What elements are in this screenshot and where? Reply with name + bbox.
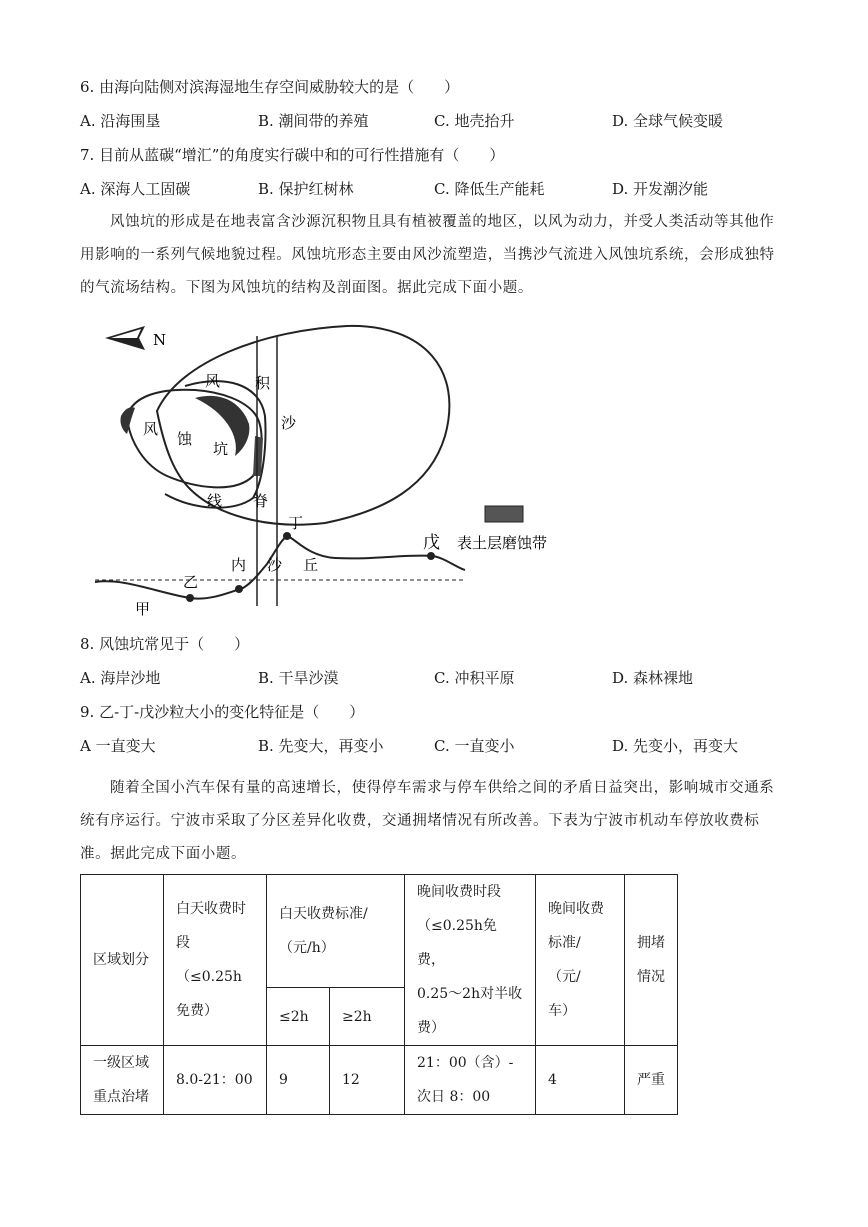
point-wu xyxy=(427,552,435,560)
cell-night-rate: 4 xyxy=(536,1046,625,1115)
erosion-patch xyxy=(120,407,135,434)
passage-parking xyxy=(80,772,785,871)
cell-ge2: 12 xyxy=(330,1046,405,1115)
point-jia xyxy=(186,594,194,602)
q7-option-a: A. 深海人工固碳 xyxy=(80,180,191,198)
q6-stem: 6. 由海向陆侧对滨海湿地生存空间威胁较大的是（ ） xyxy=(80,78,460,96)
passage-wind-erosion xyxy=(80,206,785,305)
q6-option-b: B. 潮间带的养殖 xyxy=(258,112,369,130)
q7-option-b: B. 保护红树林 xyxy=(258,180,354,198)
header-day-period: 白天收费时 段（≤0.25h 免费） xyxy=(164,875,267,1046)
q6-option-a: A. 沿海围垦 xyxy=(80,112,161,130)
q6-option-d: D. 全球气候变暖 xyxy=(612,112,724,130)
q8-option-c: C. 冲积平原 xyxy=(434,669,515,687)
q9-stem: 9. 乙-丁-戊沙粒大小的变化特征是（ ） xyxy=(80,703,365,721)
q7-option-d: D. 开发潮汐能 xyxy=(612,180,709,198)
deposition-outline xyxy=(157,326,449,525)
cell-night-period: 21：00（含）- 次日 8：00 xyxy=(405,1046,536,1115)
q8-option-b: B. 干旱沙漠 xyxy=(258,669,339,687)
point-yi xyxy=(235,585,243,593)
plan-label: 脊 xyxy=(253,492,269,510)
table-row xyxy=(81,1046,678,1115)
q9-option-a: A 一直变大 xyxy=(80,737,156,755)
blowout-diagram xyxy=(85,316,585,626)
point-ding xyxy=(283,532,291,540)
cell-le2: 9 xyxy=(267,1046,330,1115)
profile-label: 甲 xyxy=(135,600,151,618)
legend-swatch xyxy=(485,506,523,522)
q9-option-b: B. 先变大，再变小 xyxy=(258,737,384,755)
plan-label: 风 xyxy=(143,420,159,438)
passage-line: 随着全国小汽车保有量的高速增长，使得停车需求与停车供给之间的矛盾日益突出，影响城市交通系 xyxy=(110,780,775,796)
header-day-le2: ≤2h xyxy=(267,988,330,1046)
q9-option-c: C. 一直变小 xyxy=(434,737,515,755)
q8-stem: 8. 风蚀坑常见于（ ） xyxy=(80,635,250,653)
plan-label: 风 xyxy=(205,372,221,390)
profile-label: 沙 xyxy=(267,556,283,574)
q8-option-a: A. 海岸沙地 xyxy=(80,669,161,687)
header-night-period: 晚间收费时段 （≤0.25h免费， 0.25～2h对半收 费） xyxy=(405,875,536,1046)
cell-congestion: 严重 xyxy=(625,1046,678,1115)
profile-label: 戊 xyxy=(423,533,440,553)
plan-label: 蚀 xyxy=(177,430,193,448)
passage-line: 的气流场结构。下图为风蚀坑的结构及剖面图。据此完成下面小题。 xyxy=(80,280,533,296)
passage-line: 准。据此完成下面小题。 xyxy=(80,846,247,862)
cell-day-period: 8.0-21：00 xyxy=(164,1046,267,1115)
header-day-ge2: ≥2h xyxy=(330,988,405,1046)
profile-label: 丘 xyxy=(303,556,319,574)
north-arrow-icon xyxy=(105,326,145,350)
plan-label: 积 xyxy=(255,374,271,392)
parking-fee-table xyxy=(80,874,678,1115)
north-label: N xyxy=(153,331,167,349)
passage-line: 风蚀坑的形成是在地表富含沙源沉积物且具有植被覆盖的地区，以风为动力，并受人类活动等其他作 xyxy=(110,214,775,230)
q7-option-c: C. 降低生产能耗 xyxy=(434,180,545,198)
header-day-rate: 白天收费标准/ （元/h） xyxy=(267,875,405,988)
header-night-rate: 晚间收费 标准/（元/ 车） xyxy=(536,875,625,1046)
profile-label: 内 xyxy=(231,556,247,574)
passage-line: 用影响的一系列气候地貌过程。风蚀坑形态主要由风沙流塑造，当携沙气流进入风蚀坑系统，会形成独特 xyxy=(80,247,775,263)
plan-label: 沙 xyxy=(281,414,297,432)
q6-option-c: C. 地壳抬升 xyxy=(434,112,515,130)
legend-label: 表土层磨蚀带 xyxy=(457,534,548,552)
header-zone: 区域划分 xyxy=(81,875,164,1046)
q7-stem: 7. 目前从蓝碳“增汇”的角度实行碳中和的可行性措施有（ ） xyxy=(80,146,505,164)
cell-zone: 一级区域 重点治堵 xyxy=(81,1046,164,1115)
passage-line: 统有序运行。宁波市采取了分区差异化收费，交通拥堵情况有所改善。下表为宁波市机动车停放收费标 xyxy=(80,813,760,829)
plan-label: 坑 xyxy=(213,440,229,458)
profile-label: 丁 xyxy=(288,514,304,532)
profile-label: 乙 xyxy=(183,573,199,591)
q8-option-d: D. 森林裸地 xyxy=(612,669,694,687)
q9-option-d: D. 先变小，再变大 xyxy=(612,737,739,755)
header-congestion: 拥堵 情况 xyxy=(625,875,678,1046)
plan-label: 线 xyxy=(207,492,223,510)
